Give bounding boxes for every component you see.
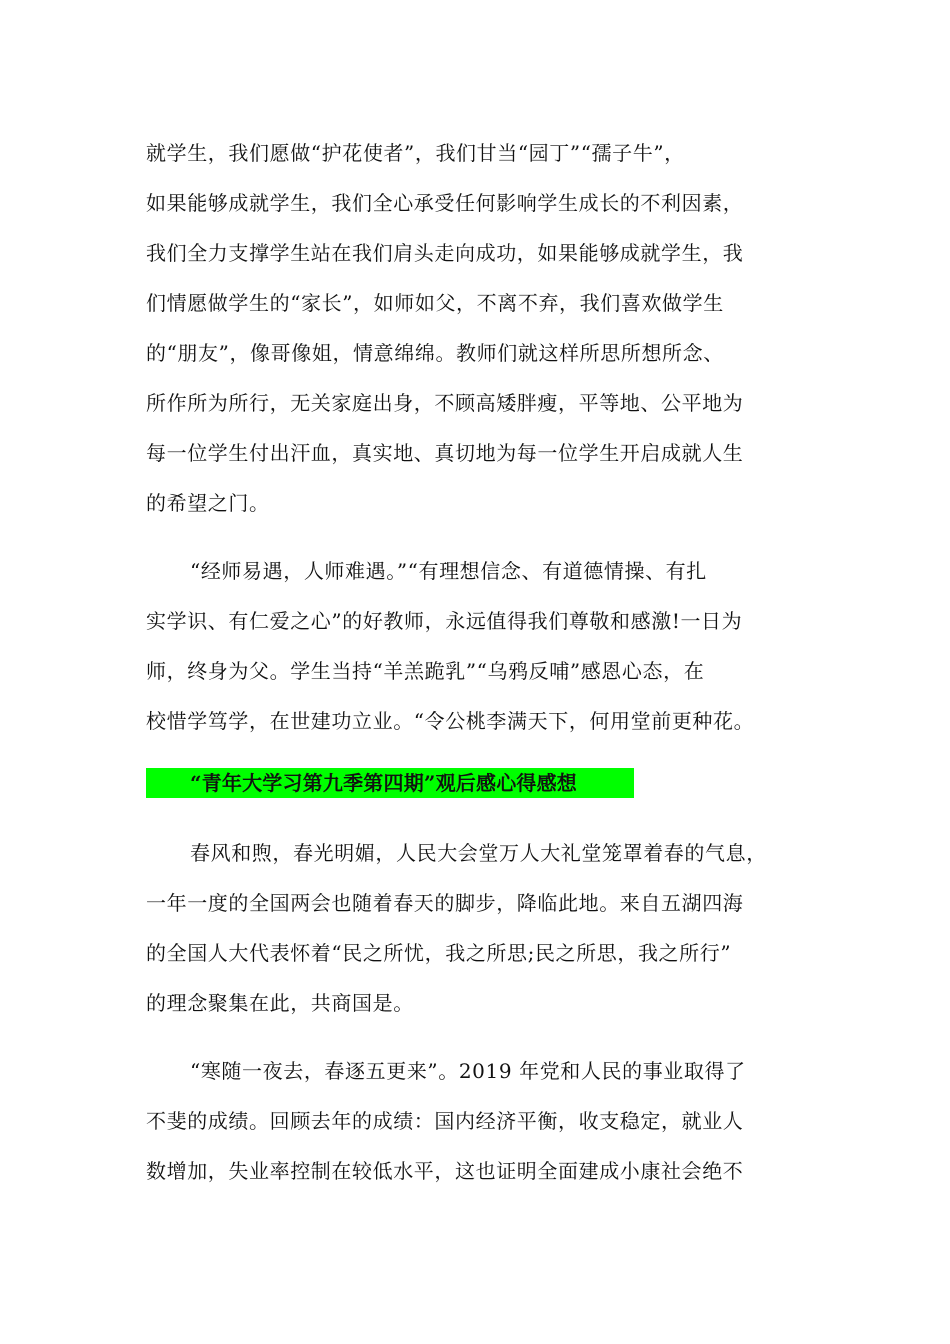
paragraph-3-line-1: 春风和煦，春光明媚，人民大会堂万人大礼堂笼罩着春的气息， <box>190 841 767 865</box>
paragraph-4-line-3: 数增加，失业率控制在较低水平，这也证明全面建成小康社会绝不 <box>146 1159 744 1183</box>
paragraph-1-line-3: 我们全力支撑学生站在我们肩头走向成功，如果能够成就学生，我 <box>146 241 744 265</box>
paragraph-1-line-5: 的“朋友”，像哥像姐，情意绵绵。教师们就这样所思所想所念、 <box>146 341 724 365</box>
paragraph-2-line-4: 校惜学笃学，在世建功立业。“令公桃李满天下，何用堂前更种花。 <box>146 709 755 733</box>
paragraph-2-line-1: “经师易遇，人师难遇。”“有理想信念、有道德情操、有扎 <box>190 559 707 583</box>
paragraph-4-line-1: “寒随一夜去，春逐五更来”。2019 年党和人民的事业取得了 <box>190 1059 746 1083</box>
paragraph-3-line-3: 的全国人大代表怀着“民之所忧，我之所思;民之所思，我之所行” <box>146 941 732 965</box>
paragraph-1-line-1: 就学生，我们愿做“护花使者”，我们甘当“园丁”“孺子牛”， <box>146 141 685 165</box>
paragraph-2-line-3: 师，终身为父。学生当持“羊羔跪乳”“乌鸦反哺”感恩心态，在 <box>146 659 705 683</box>
section-heading: “青年大学习第九季第四期”观后感心得感想 <box>190 771 578 795</box>
paragraph-1-line-6: 所作所为所行，无关家庭出身，不顾高矮胖瘦，平等地、公平地为 <box>146 391 744 415</box>
paragraph-1-line-2: 如果能够成就学生，我们全心承受任何影响学生成长的不利因素， <box>146 191 744 215</box>
paragraph-3-line-2: 一年一度的全国两会也随着春天的脚步，降临此地。来自五湖四海 <box>146 891 744 915</box>
paragraph-1-line-7: 每一位学生付出汗血，真实地、真切地为每一位学生开启成就人生 <box>146 441 744 465</box>
paragraph-2-line-2: 实学识、有仁爱之心”的好教师，永远值得我们尊敬和感激!一日为 <box>146 609 743 633</box>
paragraph-3-line-4: 的理念聚集在此，共商国是。 <box>146 991 414 1015</box>
section-heading-highlight <box>146 768 634 798</box>
paragraph-1-line-8: 的希望之门。 <box>146 491 270 515</box>
paragraph-4-line-2: 不斐的成绩。回顾去年的成绩：国内经济平衡，收支稳定，就业人 <box>146 1109 744 1133</box>
paragraph-1-line-4: 们情愿做学生的“家长”，如师如父，不离不弃，我们喜欢做学生 <box>146 291 724 315</box>
